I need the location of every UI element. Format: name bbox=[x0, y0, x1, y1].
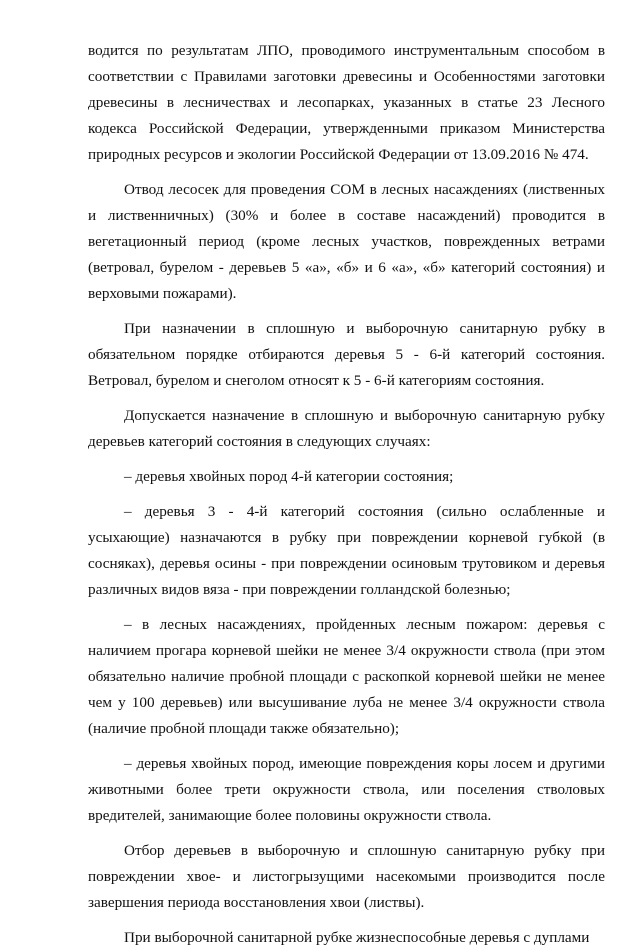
paragraph-2: Отвод лесосек для проведения СОМ в лесных насаждениях (лиственных и лиственничных) (30% и более в составе насаждений) проводится в вегетационный период (кроме лесных участков, поврежденных ветрами (ветровал, бурелом - деревьев 5 «а», «б» и 6 «а», «б» категорий состояния) и верховыми пожарами). bbox=[88, 181, 605, 302]
paragraph-4: Допускается назначение в сплошную и выборочную санитарную рубку деревьев категорий состояния в следующих случаях: bbox=[88, 407, 605, 450]
list-item-2: – деревья 3 - 4-й категорий состояния (сильно ослабленные и усыхающие) назначаются в рубку при повреждении корневой губкой (в сосняках), деревья осины - при повреждении осиновым трутовиком и деревья различных видов вяза - при повреждении голландской болезнью; bbox=[88, 503, 605, 598]
paragraph-3: При назначении в сплошную и выборочную санитарную рубку в обязательном порядке отбираются деревья 5 - 6-й категорий состояния. Ветровал, бурелом и снеголом относят к 5 - 6-й категориям состояния. bbox=[88, 320, 605, 389]
list-item-1: – деревья хвойных пород 4-й категории состояния; bbox=[124, 468, 454, 485]
paragraph-1: водится по результатам ЛПО, проводимого инструментальным способом в соответствии с Правилами заготовки древесины и Особенностями заготовки древесины в лесничествах и лесопарках, указанных в статье 23 Лесного кодекса Российской Федерации, утвержденными приказом Министерства природных ресурсов и экологии Российской Федерации от 13.09.2016 № 474. bbox=[88, 42, 605, 163]
list-item-4: – деревья хвойных пород, имеющие повреждения коры лосем и другими животными более трети окружности ствола, или поселения стволовых вредителей, занимающие более половины окружности ствола. bbox=[88, 755, 605, 824]
paragraph-5: Отбор деревьев в выборочную и сплошную санитарную рубку при повреждении хвое- и листогрызущими насекомыми производится после завершения периода восстановления хвои (листвы). bbox=[88, 842, 605, 911]
list-item-3: – в лесных насаждениях, пройденных лесным пожаром: деревья с наличием прогара корневой шейки не менее 3/4 окружности ствола (при этом обязательно наличие пробной площади с раскопкой корневой шейки не менее чем у 100 деревьев) или высушивание луба не менее 3/4 окружности ствола (наличие пробной площади также обязательно); bbox=[88, 616, 605, 737]
paragraph-6: При выборочной санитарной рубке жизнеспособные деревья с дуплами bbox=[124, 929, 590, 946]
